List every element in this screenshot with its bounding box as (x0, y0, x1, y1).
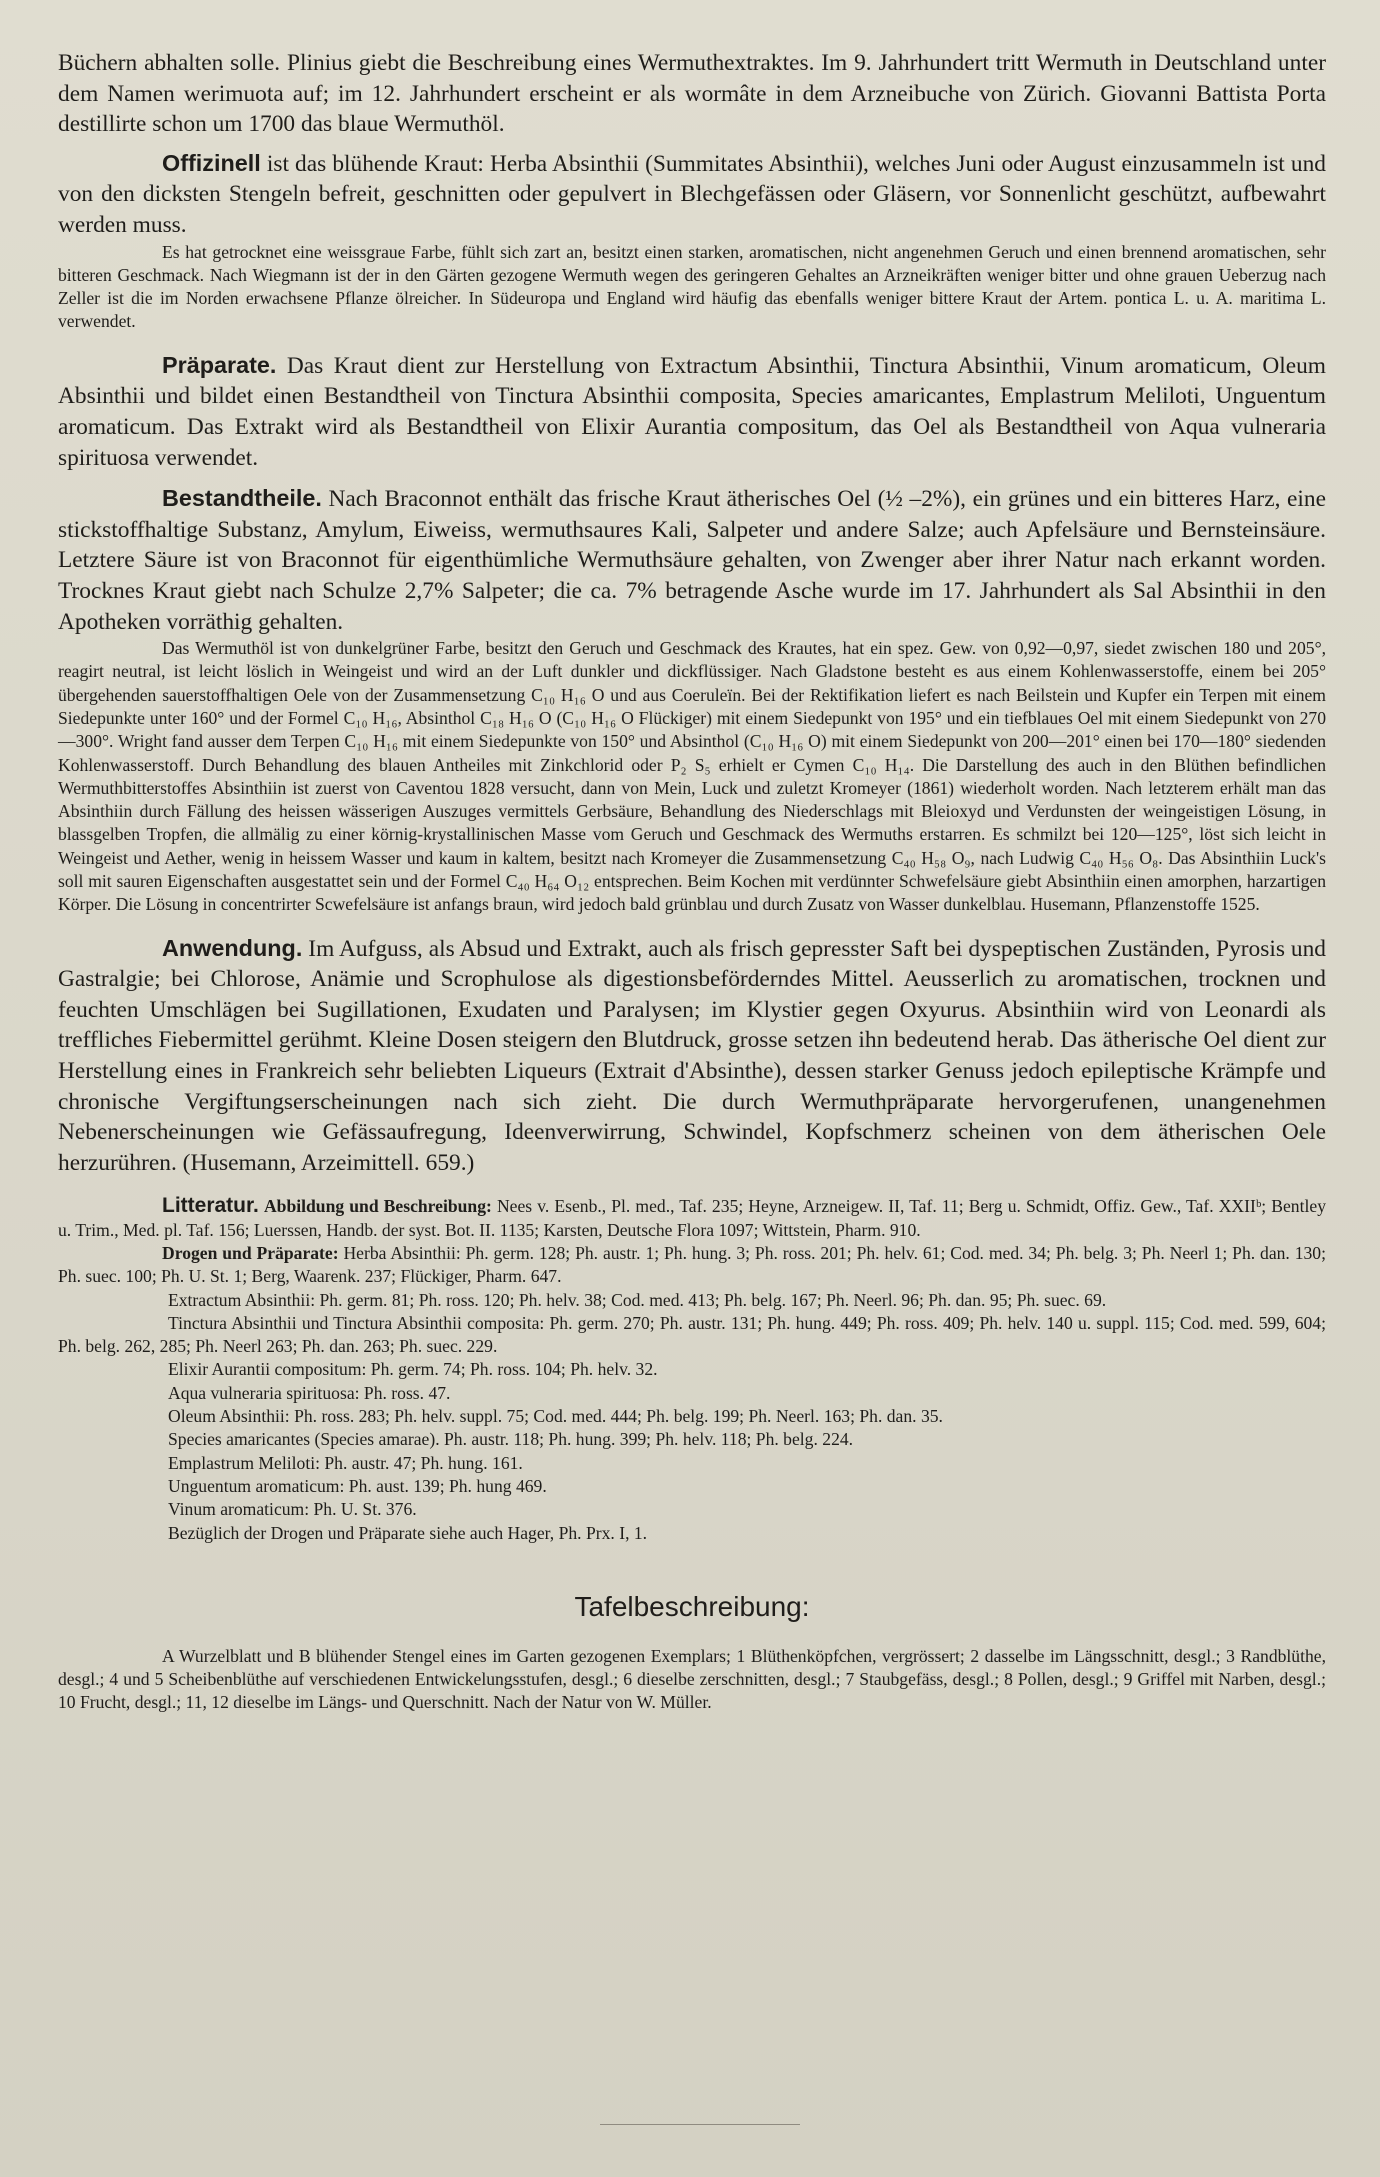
literatur-tinctura: Tinctura Absinthii und Tinctura Absinthii composita: Ph. germ. 270; Ph. austr. 131; Ph. hung. 449; Ph. ross. 409; Ph. helv. 140 u. suppl. 115; Cod. med. 599, 604; Ph. belg. 262, 285; Ph. Neerl 263; Ph. dan. 263; Ph. suec. 229. (58, 1312, 1326, 1357)
anwendung-paragraph (58, 933, 1326, 1179)
bestandtheile-heading: Bestandtheile. (162, 485, 322, 512)
literatur-heading: Litteratur. (162, 1194, 259, 1218)
literatur-extractum: Extractum Absinthii: Ph. germ. 81; Ph. ross. 120; Ph. helv. 38; Cod. med. 413; Ph. belg. 167; Ph. Neerl. 96; Ph. dan. 95; Ph. suec. 69. (168, 1289, 1107, 1310)
anwendung-heading: Anwendung. (162, 934, 303, 961)
literatur-elixir: Elixir Aurantii compositum: Ph. germ. 74; Ph. ross. 104; Ph. helv. 32. (168, 1359, 658, 1380)
literatur-oleum: Oleum Absinthii: Ph. ross. 283; Ph. helv. suppl. 75; Cod. med. 444; Ph. belg. 199; Ph. Neerl. 163; Ph. dan. 35. (168, 1406, 943, 1427)
offizinell-note: Es hat getrocknet eine weissgraue Farbe, fühlt sich zart an, besitzt einen starken, aromatischen, nicht angenehmen Geruch und einen brennend aromatischen, sehr bitteren Geschmack. Nach Wiegmann ist der in den Gärten gezogene Wermuth wegen des geringeren Gehaltes an Arzneikräften weniger bitter und ohne grauen Ueberzug nach Zeller ist die im Norden erwachsene Pflanze ölreicher. In Südeuropa und England wird häufig das ebenfalls weniger bittere Kraut der Artem. pontica L. u. A. maritima L. verwendet. (58, 241, 1326, 332)
literatur-vinum: Vinum aromaticum: Ph. U. St. 376. (168, 1499, 417, 1520)
offizinell-paragraph (58, 148, 1326, 241)
intro-paragraph: Büchern abhalten solle. Plinius giebt die Beschreibung eines Wermuthextraktes. Im 9. Jahrhundert tritt Wermuth in Deutschland unter dem Namen werimuota auf; im 12. Jahrhundert erscheint er als wormâte in dem Arzneibuche von Zürich. Giovanni Battista Porta destillirte schon um 1700 das blaue Wermuthöl. (58, 50, 1326, 138)
anwendung-text: Im Aufguss, als Absud und Extrakt, auch als frisch gepresster Saft bei dyspeptischen Zuständen, Pyrosis und Gastralgie; bei Chlorose, Anämie und Scrophulose als digestionsbeförderndes Mittel. Aeusserlich zu aromatischen, trocknen und feuchten Umschlägen bei Sugillationen, Exudaten und Paralysen; im Klystier gegen Oxyurus. Absinthiin wird von Leonardi als treffliches Fiebermittel gerühmt. Kleine Dosen steigern den Blutdruck, grosse setzen ihn bedeutend herab. Das ätherische Oel dient zur Herstellung eines in Frankreich sehr beliebten Liqueurs (Extrait d'Absinthe), dessen starker Genuss jedoch epileptische Krämpfe und chronische Vergiftungserscheinungen nach sich zieht. Die durch Wermuthpräparate hervorgerufenen, unangenehmen Nebenerscheinungen wie Gefässaufregung, Ideenverwirrung, Schwindel, Kopfschmerz scheinen von dem ätherischen Oele herzurühren. (Husemann, Arzeimittell. 659.) (58, 935, 1326, 1176)
literatur-bezueglich: Bezüglich der Drogen und Präparate siehe auch Hager, Ph. Prx. I, 1. (168, 1522, 648, 1543)
literatur-emplastrum: Emplastrum Meliloti: Ph. austr. 47; Ph. hung. 161. (168, 1452, 523, 1473)
bestandtheile-note: Das Wermuthöl ist von dunkelgrüner Farbe, besitzt den Geruch und Geschmack des Krautes, hat ein spez. Gew. von 0,92—0,97, siedet zwischen 180 und 205°, reagirt neutral, ist leicht löslich in Weingeist und wird an der Luft dunkler und dickflüssiger. Nach Gladstone besteht es aus einem Kohlenwasserstoffe, einem bei 205° übergehenden sauerstoffhaltigen Oele von der Zusammensetzung C₁₀ H₁₆ O und aus Coeruleïn. Bei der Rektifikation liefert es nach Beilstein und Kupfer ein Terpen mit einem Siedepunkte unter 160° und der Formel C₁₀ H₁₆, Absinthol C₁₈ H₁₆ O (C₁₀ H₁₆ O Flückiger) mit einem Siedepunkt von 195° und ein tiefblaues Oel mit einem Siedepunkt von 270—300°. Wright fand ausser dem Terpen C₁₀ H₁₆ mit einem Siedepunkte von 150° und Absinthol (C₁₀ H₁₆ O) mit einem Siedepunkt von 200—201° einen bei 170—180° siedenden Kohlenwasserstoff. Durch Behandlung des blauen Antheiles mit Zinkchlorid oder P₂ S₅ erhielt er Cymen C₁₀ H₁₄. Die Darstellung des auch in den Blüthen befindlichen Wermuthbitterstoffes Absinthiin ist zuerst von Caventou 1828 versucht, dann von Mein, Luck und zuletzt Kromeyer (1861) wiederholt worden. Nach letzterem erhält man das Absinthiin durch Fällung des heissen wässerigen Auszuges vermittels Gerbsäure, Behandlung des Niederschlags mit Bleioxyd und Verdunsten der weingeistigen Lösung, in blassgelben Tropfen, die allmälig zu einer körnig-krystallinischen Masse vom Geruch und Geschmack des Wermuths erstarren. Es schmilzt bei 120—125°, löst sich leicht in Weingeist und Aether, wenig in heissem Wasser und kaum in kaltem, besitzt nach Kromeyer die Zusammensetzung C₄₀ H₅₈ O₉, nach Ludwig C₄₀ H₅₆ O₈. Das Absinthiin Luck's soll mit sauren Eigenschaften ausgestattet sein und der Formel C₄₀ H₆₄ O₁₂ entsprechen. Beim Kochen mit verdünnter Schwefelsäure giebt Absinthiin einen amorphen, harzartigen Körper. Die Lösung in concentrirter Scwefelsäure ist anfangs braun, wird jedoch bald grünblau und durch Zusatz von Wasser dunkelblau. Husemann, Pflanzenstoffe 1525. (58, 638, 1326, 915)
abbildung-heading: Abbildung und Beschreibung: (263, 1196, 492, 1217)
praeparate-text: Das Kraut dient zur Herstellung von Extractum Absinthii, Tinctura Absinthii, Vinum aromaticum, Oleum Absinthii und bildet einen Bestandtheil von Tinctura Absinthii composita, Species amaricantes, Emplastrum Meliloti, Unguentum aromaticum. Das Extrakt wird als Bestandtheil von Elixir Aurantia compositum, das Oel als Bestandtheil von Aqua vulneraria spirituosa verwendet. (58, 352, 1326, 471)
abbildung-text: Nees v. Esenb., Pl. med., Taf. 235; Heyne, Arzneigew. II, Taf. 11; Berg u. Schmidt, Offiz. Gew., Taf. XXIIᵇ; Bentley u. Trim., Med. pl. Taf. 156; Luerssen, Handb. der syst. Bot. II. 1135; Karsten, Deutsche Flora 1097; Wittstein, Pharm. 910. (58, 1196, 1326, 1240)
literatur-species: Species amaricantes (Species amarae). Ph. austr. 118; Ph. hung. 399; Ph. helv. 118; Ph. belg. 224. (168, 1429, 854, 1450)
drogen-heading: Drogen und Präparate: (162, 1243, 339, 1263)
praeparate-paragraph (58, 350, 1326, 473)
literatur-unguentum: Unguentum aromaticum: Ph. aust. 139; Ph. hung 469. (168, 1475, 547, 1496)
bestandtheile-text: Nach Braconnot enthält das frische Kraut ätherisches Oel (½ –2%), ein grünes und ein bitteres Harz, eine stickstoffhaltige Substanz, Amylum, Eiweiss, wermuthsaures Kali, Salpeter und andere Salze; auch Apfelsäure und Bernsteinsäure. Letztere Säure ist von Braconnot für eigenthümliche Wermuthsäure gehalten, von Zwenger aber ihrer Natur nach erkannt worden. Trocknes Kraut giebt nach Schulze 2,7% Salpeter; die ca. 7% betragende Asche wurde im 17. Jahrhundert als Sal Absinthii in den Apotheken vorräthig gehalten. (58, 486, 1327, 635)
bottom-rule (600, 2124, 800, 2125)
literatur-drogen (58, 1242, 1326, 1289)
tafel-text: A Wurzelblatt und B blühender Stengel eines im Garten gezogenen Exemplars; 1 Blüthenköpfchen, vergrössert; 2 dasselbe im Längsschnitt, desgl.; 3 Randblüthe, desgl.; 4 und 5 Scheibenblüthe auf verschiedenen Entwickelungsstufen, desgl.; 6 dieselbe zerschnitten, desgl.; 7 Staubgefäss, desgl.; 8 Pollen, desgl.; 9 Griffel mit Narben, desgl.; 10 Frucht, desgl.; 11, 12 dieselbe im Längs- und Querschnitt. Nach der Natur von W. Müller. (58, 1645, 1326, 1713)
offizinell-text: ist das blühende Kraut: Herba Absinthii (Summitates Absinthii), welches Juni oder August einzusammeln ist und von den dicksten Stengeln befreit, geschnitten oder gepulvert in Blechgefässen oder Gläsern, vor Sonnenlicht geschützt, aufbewahrt werden muss. (58, 150, 1326, 238)
tafel-title: Tafelbeschreibung: (574, 1590, 810, 1622)
praeparate-heading: Präparate. (162, 351, 277, 378)
offizinell-heading: Offizinell (162, 149, 261, 176)
literatur-abbildung (58, 1194, 1326, 1242)
drogen-text: Herba Absinthii: Ph. germ. 128; Ph. austr. 1; Ph. hung. 3; Ph. ross. 201; Ph. helv. 61; Cod. med. 34; Ph. belg. 3; Ph. Neerl 1; Ph. dan. 130; Ph. suec. 100; Ph. U. St. 1; Berg, Waarenk. 237; Flückiger, Pharm. 647. (58, 1243, 1326, 1287)
literatur-aqua: Aqua vulneraria spirituosa: Ph. ross. 47. (168, 1382, 451, 1403)
bestandtheile-paragraph (58, 483, 1326, 637)
